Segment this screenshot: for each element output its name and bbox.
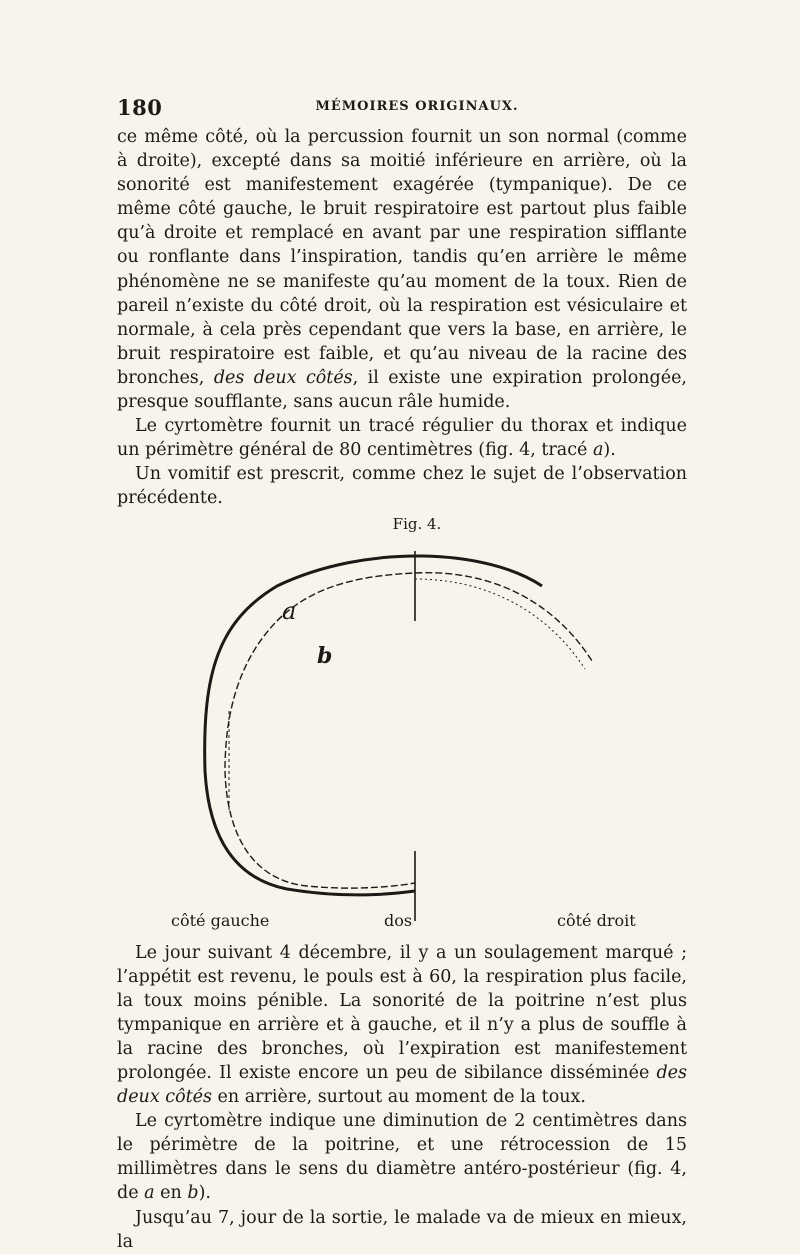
page-number: 180: [117, 95, 163, 120]
paragraph-1-end: , il existe une expiration prolongée, presque soufflante, sans aucun râle humide.: [117, 367, 687, 413]
paragraph-4-text: Le jour suivant 4 décembre, il y a un soulagement marqué ; l’appétit est revenu, le pouls est à 60, la respiration plus facile, la toux moins pénible. La sonorité de la poitrine n’est plus tympanique en arrière et à gauche, et il n’y a plus de souffle à la racine des bronches, où l’expiration est manifestement prolongée. Il existe encore un peu de sibilance disséminée: [117, 942, 687, 1083]
paragraph-2-end: ).: [603, 440, 616, 461]
paragraph-1: [117, 125, 687, 414]
paragraph-1-italic: des deux côtés: [213, 367, 353, 388]
figure-4: [117, 511, 687, 941]
paragraph-5-b: b: [187, 1183, 199, 1204]
running-head: [117, 95, 687, 125]
paragraph-6-text: Jusqu’au 7, jour de la sortie, le malade va de mieux en mieux, la: [117, 1207, 687, 1252]
paragraph-5-text: Le cyrtomètre indique une diminution de 2 centimètres dans le périmètre de la poitrine, et une rétrocession de 15 millimètres dans le sens du diamètre antéro-postérieur (fig. 4, de: [117, 1111, 687, 1204]
paragraph-4: [117, 941, 687, 1110]
tracing-b-right-contour: [415, 579, 585, 669]
paragraph-2: [117, 414, 687, 462]
label-cote-droit: côté droit: [557, 910, 636, 930]
paragraph-3: [117, 462, 687, 510]
journal-title: MÉMOIRES ORIGINAUX.: [315, 99, 519, 114]
label-a: a: [282, 596, 297, 625]
paragraph-5-mid: en: [160, 1183, 182, 1204]
paragraph-1-text: ce même côté, où la percussion fournit un son normal (comme à droite), excepté dans sa moitié inférieure en arrière, où la sonorité est manifestement exagérée (tympanique). De ce même côté gauche, le bruit respiratoire est partout plus faible qu’à droite et remplacé en avant par une respiration sifflante ou ronflante dans l’inspiration, tandis qu’en arrière le même phénomène ne se manifeste qu’au moment de la toux. Rien de pareil n’existe du côté droit, où la respiration est vésiculaire et normale, à cela près cependant que vers la base, en arrière, le bruit respiratoire est faible, et qu’au niveau de la racine des bronches,: [117, 127, 687, 388]
tracing-a-curve: [205, 555, 542, 894]
figure-caption: Fig. 4.: [392, 514, 442, 533]
paragraph-5-a: a: [144, 1183, 155, 1204]
paragraph-4-end: en arrière, surtout au moment de la toux.: [217, 1087, 586, 1108]
paragraph-5: [117, 1109, 687, 1205]
label-dos: dos: [384, 910, 413, 930]
paragraph-3-text: Un vomitif est prescrit, comme chez le sujet de l’observation précédente.: [117, 464, 687, 509]
cyrtometer-tracing: [117, 511, 687, 941]
paragraph-4-italic: des deux côtés: [117, 1062, 687, 1108]
label-cote-gauche: côté gauche: [171, 910, 270, 930]
paragraph-6: [117, 1206, 687, 1254]
label-b: b: [317, 642, 333, 669]
page: [117, 95, 687, 1254]
paragraph-2-text: Le cyrtomètre fournit un tracé régulier du thorax et indique un périmètre général de 80 centimètres (fig. 4, tracé: [117, 416, 687, 461]
paragraph-2-italic: a: [592, 440, 604, 461]
paragraph-5-end: ).: [198, 1183, 211, 1204]
